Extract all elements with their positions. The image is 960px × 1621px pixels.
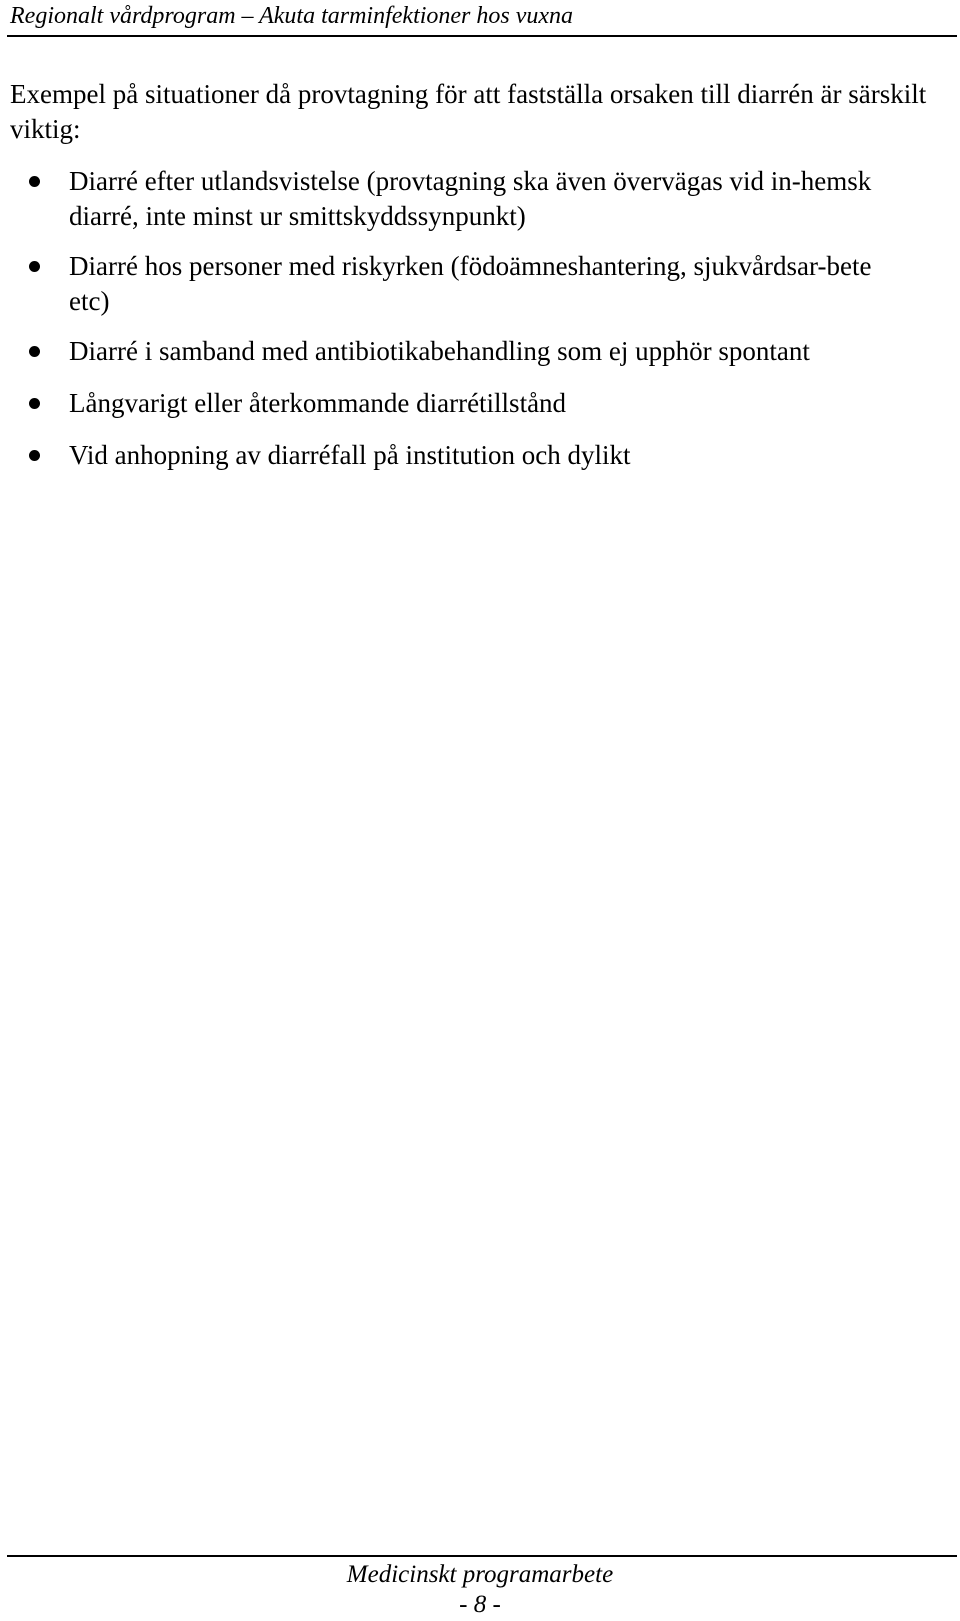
list-item-text: Diarré i samband med antibiotikabehandling som ej upphör spontant bbox=[69, 336, 810, 366]
list-item bbox=[0, 386, 909, 421]
bullet-icon bbox=[29, 261, 40, 272]
bullet-icon bbox=[29, 176, 40, 187]
list-item-text: Diarré hos personer med riskyrken (födoämneshantering, sjukvårdsar-bete etc) bbox=[69, 251, 872, 316]
bullet-icon bbox=[29, 450, 40, 461]
list-item bbox=[0, 334, 909, 369]
list-item-text: Diarré efter utlandsvistelse (provtagning ska även övervägas vid in-hemsk diarré, inte minst ur smittskyddssynpunkt) bbox=[69, 166, 872, 231]
bullet-icon bbox=[29, 398, 40, 409]
list-item-text: Vid anhopning av diarréfall på institution och dylikt bbox=[69, 440, 631, 470]
footer-rule bbox=[7, 1555, 957, 1557]
header-rule bbox=[7, 35, 957, 37]
list-item bbox=[0, 164, 909, 234]
list-item-text: Långvarigt eller återkommande diarrétillstånd bbox=[69, 388, 567, 418]
list-item bbox=[0, 249, 909, 319]
bullet-icon bbox=[29, 346, 40, 357]
footer-title: Medicinskt programarbete bbox=[346, 1561, 614, 1588]
intro-paragraph: Exempel på situationer då provtagning för att fastställa orsaken till diarrén är särskilt viktig: bbox=[10, 79, 927, 144]
running-header: Regionalt vårdprogram – Akuta tarminfektioner hos vuxna bbox=[10, 3, 574, 29]
page-number: - 8 - bbox=[459, 1591, 501, 1618]
bullet-list bbox=[0, 164, 960, 490]
list-item bbox=[0, 438, 909, 473]
